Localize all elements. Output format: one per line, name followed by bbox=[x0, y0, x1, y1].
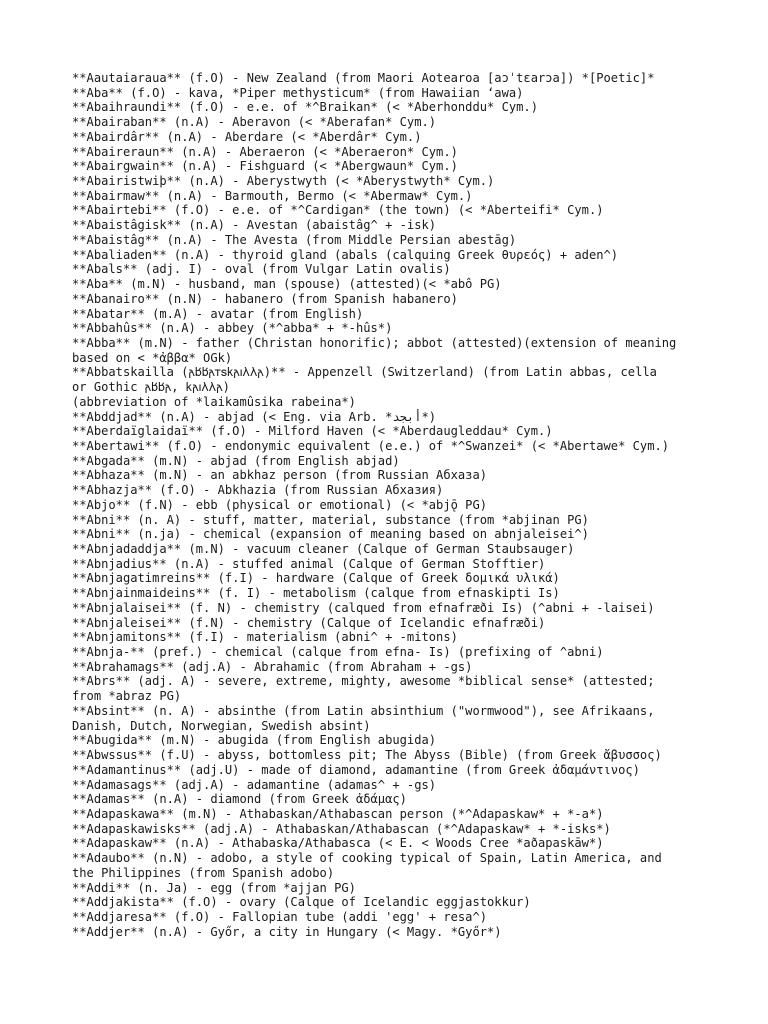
dictionary-line: **Abnjagatimreins** (f.I) - hardware (Calque of Greek δομικά υλικά) bbox=[72, 571, 560, 586]
dictionary-line: **Abba** (m.N) - father (Christan honorific); abbot (attested)(extension of meaning bbox=[72, 335, 677, 350]
dictionary-line: **Abaihraundi** (f.O) - e.e. of *^Braikan* (< *Aberhonddu* Cym.) bbox=[72, 100, 538, 115]
dictionary-line: **Abgada** (m.N) - abjad (from English abjad) bbox=[72, 453, 400, 468]
dictionary-line: **Abnja-** (pref.) - chemical (calque from efna- Is) (prefixing of ^abni) bbox=[72, 645, 604, 660]
dictionary-line: **Abaireraun** (n.A) - Aberaeron (< *Aberaeron* Cym.) bbox=[72, 144, 458, 159]
dictionary-line: **Abhazja** (f.O) - Abkhazia (from Russian Абхазия) bbox=[72, 483, 444, 498]
dictionary-line: **Addjaresa** (f.O) - Fallopian tube (addi 'egg' + resa^) bbox=[72, 909, 488, 924]
dictionary-line: **Absint** (n. A) - absinthe (from Latin absinthium ("wormwood"), see Afrikaans, bbox=[72, 703, 655, 718]
dictionary-line: **Abbatskailla (𐌰𐌱𐌱𐌰𐍄𐍃𐌺𐌰𐌹𐌻𐌻𐌰)** - Appenzell (Switzerland) (from Latin abbas, cella bbox=[72, 365, 657, 380]
dictionary-line: **Adamas** (n.A) - diamond (from Greek ἀδάμας) bbox=[72, 792, 407, 807]
dictionary-line: **Abnjamitons** (f.I) - materialism (abni^ + -mitons) bbox=[72, 630, 458, 645]
dictionary-line: **Abnjalaisei** (f. N) - chemistry (calqued from efnafræði Is) (^abni + -laisei) bbox=[72, 600, 655, 615]
dictionary-line: **Abnjaleisei** (f.N) - chemistry (Calque of Icelandic efnafræði) bbox=[72, 615, 546, 630]
dictionary-line: **Aautaiaraua** (f.O) - New Zealand (from Maori Aotearoa [aɔˈtɛarɔa]) *[Poetic]* bbox=[72, 71, 655, 85]
dictionary-line: **Adamasags** (adj.A) - adamantine (adamas^ + -gs) bbox=[72, 777, 437, 792]
dictionary-line: **Abrs** (adj. A) - severe, extreme, mighty, awesome *biblical sense* (attested; bbox=[72, 674, 655, 689]
dictionary-line: **Abairgwain** (n.A) - Fishguard (< *Abergwaun* Cym.) bbox=[72, 159, 458, 174]
dictionary-line: (abbreviation of *laikamûsika rabeina*) bbox=[72, 394, 356, 409]
dictionary-line: **Aberdaïglaidaï** (f.O) - Milford Haven (< *Aberdaugleddau* Cym.) bbox=[72, 424, 553, 439]
dictionary-line: **Abwssus** (f.U) - abyss, bottomless pit; The Abyss (Bible) (from Greek ἄβυσσος) bbox=[72, 748, 662, 763]
dictionary-line: **Adamantinus** (adj.U) - made of diamond, adamantine (from Greek ἀδαμάντινος) bbox=[72, 762, 640, 777]
dictionary-line: **Abairdâr** (n.A) - Aberdare (< *Aberdâr* Cym.) bbox=[72, 129, 422, 144]
dictionary-line: **Adaubo** (n.N) - adobo, a style of cooking typical of Spain, Latin America, and bbox=[72, 851, 662, 866]
dictionary-line: from *abraz PG) bbox=[72, 689, 182, 704]
dictionary-line: **Abals** (adj. I) - oval (from Vulgar Latin ovalis) bbox=[72, 262, 451, 277]
dictionary-line: **Abhaza** (m.N) - an abkhaz person (from Russian Абхаза) bbox=[72, 468, 488, 483]
dictionary-line: **Abbahûs** (n.A) - abbey (*^abba* + *-hûs*) bbox=[72, 321, 393, 336]
dictionary-line: Danish, Dutch, Norwegian, Swedish absint) bbox=[72, 718, 371, 733]
dictionary-line: **Aba** (f.O) - kava, *Piper methysticum* (from Hawaiian ʻawa) bbox=[72, 85, 524, 100]
dictionary-line: **Abairistwiþ** (n.A) - Aberystwyth (< *Aberystwyth* Cym.) bbox=[72, 174, 495, 189]
dictionary-line: **Adapaskawa** (m.N) - Athabaskan/Athabascan person (*^Adapaskaw* + *-a*) bbox=[72, 806, 604, 821]
dictionary-line: **Adapaskawisks** (adj.A) - Athabaskan/Athabascan (*^Adapaskaw* + *-isks*) bbox=[72, 821, 611, 836]
dictionary-line: **Abddjad** (n.A) - abjad (< Eng. via Arb. *أبجد*) bbox=[72, 409, 437, 424]
dictionary-line: based on < *ἀββα* OGk) bbox=[72, 350, 233, 365]
dictionary-line: **Addjer** (n.A) - Győr, a city in Hungary (< Magy. *Győr*) bbox=[72, 924, 502, 939]
dictionary-line: **Abrahamags** (adj.A) - Abrahamic (from Abraham + -gs) bbox=[72, 659, 473, 674]
dictionary-line: **Abertawi** (f.O) - endonymic equivalent (e.e.) of *^Swanzei* (< *Abertawe* Cym.) bbox=[72, 438, 670, 453]
dictionary-line: **Abjo** (f.N) - ebb (physical or emotional) (< *abjǭ PG) bbox=[72, 497, 488, 512]
dictionary-line: **Abnjadius** (n.A) - stuffed animal (Calque of German Stofftier) bbox=[72, 556, 546, 571]
dictionary-line: **Abanairo** (n.N) - habanero (from Spanish habanero) bbox=[72, 291, 458, 306]
dictionary-line: **Abni** (n. A) - stuff, matter, material, substance (from *abjinan PG) bbox=[72, 512, 589, 527]
dictionary-line: **Addi** (n. Ja) - egg (from *ajjan PG) bbox=[72, 880, 356, 895]
dictionary-line: **Abni** (n.ja) - chemical (expansion of meaning based on abnjaleisei^) bbox=[72, 527, 589, 542]
dictionary-line: **Abaistâgisk** (n.A) - Avestan (abaistâg^ + -isk) bbox=[72, 218, 437, 233]
dictionary-line: **Addjakista** (f.O) - ovary (Calque of Icelandic eggjastokkur) bbox=[72, 895, 531, 910]
dictionary-line: **Abugida** (m.N) - abugida (from English abugida) bbox=[72, 733, 437, 748]
dictionary-line: the Philippines (from Spanish adobo) bbox=[72, 865, 335, 880]
dictionary-line: or Gothic 𐌰𐌱𐌱𐌰, 𐌺𐌰𐌹𐌻𐌻𐌰) bbox=[72, 380, 230, 395]
dictionary-line: **Abaliaden** (n.A) - thyroid gland (abals (calquing Greek θυρεός) + aden^) bbox=[72, 247, 619, 262]
dictionary-line: **Abairmaw** (n.A) - Barmouth, Bermo (< *Abermaw* Cym.) bbox=[72, 188, 473, 203]
dictionary-line: **Abairaban** (n.A) - Aberavon (< *Aberafan* Cym.) bbox=[72, 115, 437, 130]
dictionary-line: **Abnjadaddja** (m.N) - vacuum cleaner (Calque of German Staubsauger) bbox=[72, 542, 575, 556]
dictionary-line: **Abatar** (m.A) - avatar (from English) bbox=[72, 306, 364, 321]
dictionary-line: **Abaistâg** (n.A) - The Avesta (from Middle Persian abestāg) bbox=[72, 232, 517, 247]
dictionary-line: **Abairtebi** (f.O) - e.e. of *^Cardigan* (the town) (< *Aberteifi* Cym.) bbox=[72, 203, 604, 218]
dictionary-line: **Aba** (m.N) - husband, man (spouse) (attested)(< *abô PG) bbox=[72, 277, 502, 292]
dictionary-page bbox=[72, 71, 694, 939]
dictionary-line: **Abnjainmaideins** (f. I) - metabolism (calque from efnaskipti Is) bbox=[72, 586, 560, 601]
dictionary-line: **Adapaskaw** (n.A) - Athabaska/Athabasca (< E. < Woods Cree *aðapaskāw*) bbox=[72, 836, 604, 851]
